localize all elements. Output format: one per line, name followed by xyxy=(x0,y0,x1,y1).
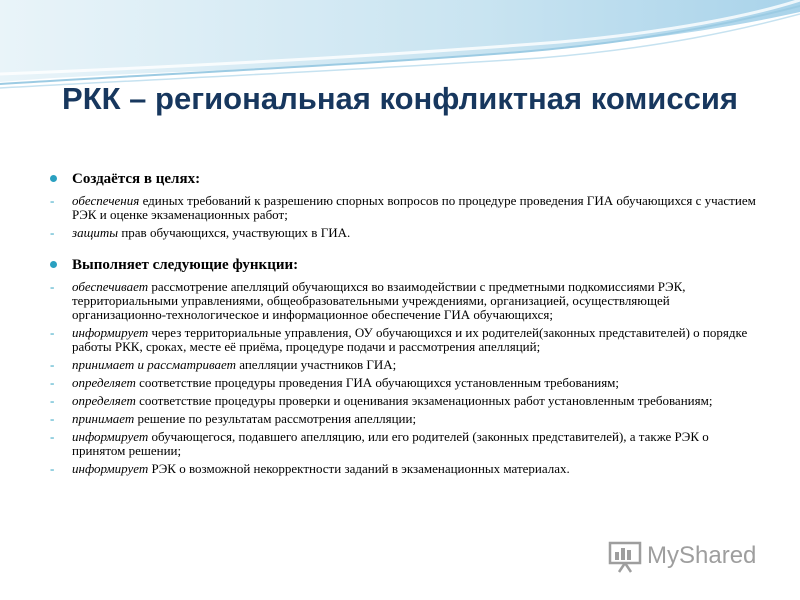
item-verb: обеспечения xyxy=(72,193,140,208)
watermark-logo xyxy=(607,537,756,575)
item-text: решение по результатам рассмотрения апелляции; xyxy=(134,411,417,426)
section-heading-text: Выполняет следующие функции: xyxy=(72,257,299,273)
list-item xyxy=(48,280,758,322)
item-text: соответствие процедуры проведения ГИА обучающихся установленным требованиям; xyxy=(135,375,620,390)
item-verb: принимает xyxy=(72,411,135,426)
item-verb: определяет xyxy=(72,375,136,390)
item-text: единых требований к разрешению спорных вопросов по процедуре проведения ГИА обучающихся с участием РЭК и оценке экзаменационных работ; xyxy=(72,193,756,222)
section-heading-text: Создаётся в целях: xyxy=(72,171,201,187)
section-heading xyxy=(48,256,758,274)
item-text: апелляции участников ГИА; xyxy=(236,357,397,372)
dash-icon: - xyxy=(50,325,55,340)
list-item xyxy=(48,358,758,372)
list-item xyxy=(48,412,758,426)
bullet-dot-icon xyxy=(50,261,57,268)
item-verb: принимает и рассматривает xyxy=(72,357,236,372)
list-item xyxy=(48,430,758,458)
list-item xyxy=(48,194,758,222)
item-text: соответствие процедуры проверки и оценивания экзаменационных работ установленным требованиям; xyxy=(135,393,713,408)
list-item xyxy=(48,226,758,240)
item-text: через территориальные управления, ОУ обучающихся и их родителей(законных представителей) о порядке работы РКК, сроках, месте её приёма, процедуре подачи и рассмотрения апелляций; xyxy=(72,325,748,354)
page-title: РКК – региональная конфликтная комиссия xyxy=(62,81,738,116)
item-verb: информирует xyxy=(72,325,149,340)
dash-icon: - xyxy=(50,225,55,240)
dash-icon: - xyxy=(50,279,55,294)
item-verb: информирует xyxy=(72,461,149,476)
section-heading xyxy=(48,170,758,188)
presentation-board-icon xyxy=(607,538,643,574)
item-text: РЭК о возможной некорректности заданий в экзаменационных материалах. xyxy=(148,461,570,476)
dash-icon: - xyxy=(50,375,55,390)
item-text: рассмотрение апелляций обучающихся во взаимодействии с предметными подкомиссиями РЭК, территориальными управлениями, общеобразовательными учреждениями, организацией, осуществляющей организационно-технологическое и информационное обеспечение ГИА обучающихся; xyxy=(72,279,686,322)
list-item xyxy=(48,326,758,354)
dash-icon: - xyxy=(50,357,55,372)
list-item xyxy=(48,394,758,408)
section-functions xyxy=(48,256,758,476)
list-item xyxy=(48,376,758,390)
dash-icon: - xyxy=(50,193,55,208)
dash-icon: - xyxy=(50,411,55,426)
dash-icon: - xyxy=(50,461,55,476)
list-item xyxy=(48,462,758,476)
item-verb: защиты xyxy=(72,225,119,240)
dash-icon: - xyxy=(50,393,55,408)
watermark-text: MyShared xyxy=(647,542,757,569)
dash-icon: - xyxy=(50,429,55,444)
bullet-dot-icon xyxy=(50,175,57,182)
item-text: обучающегося, подавшего апелляцию, или его родителей (законных представителей), а также РЭК о принятом решении; xyxy=(72,429,709,458)
section-goals xyxy=(48,170,758,240)
item-verb: обеспечивает xyxy=(72,279,149,294)
item-text: прав обучающихся, участвующих в ГИА. xyxy=(118,225,351,240)
content-area xyxy=(48,170,758,486)
item-verb: определяет xyxy=(72,393,136,408)
item-verb: информирует xyxy=(72,429,149,444)
